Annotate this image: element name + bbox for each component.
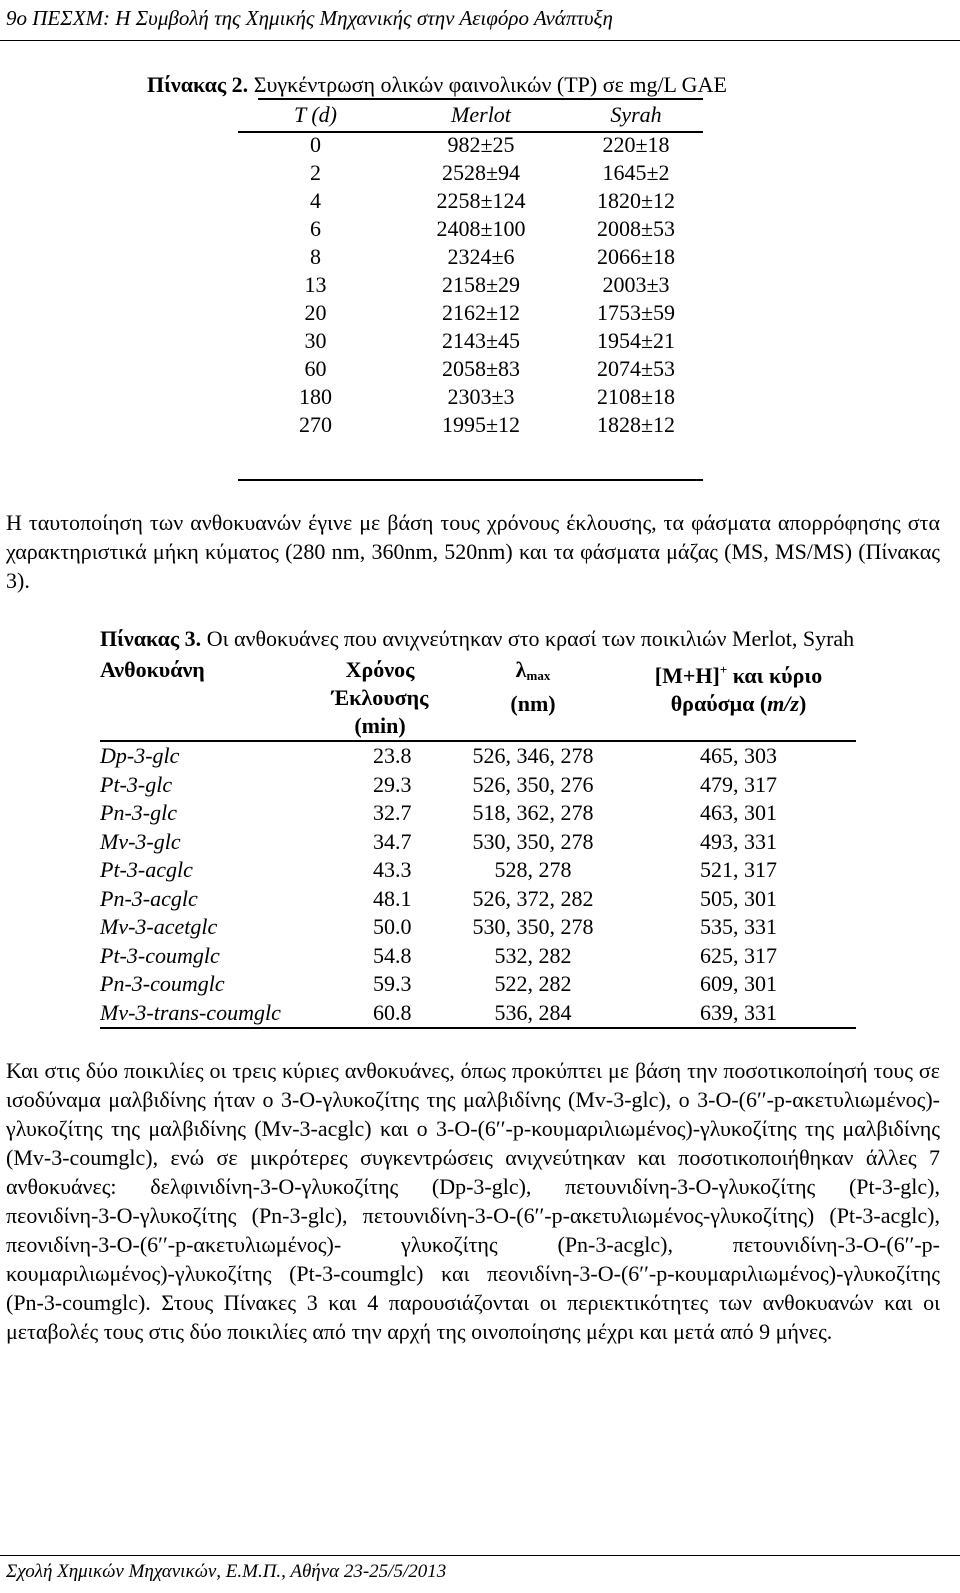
table3-row xyxy=(100,741,856,771)
table3-cell-anthocyanin: Pt-3-coumglc xyxy=(100,942,220,968)
table3-header-rt-line1: Χρόνος xyxy=(345,657,415,682)
table3-cell-mass: 479, 317 xyxy=(700,771,777,797)
table2-cell-time: 4 xyxy=(310,188,321,213)
table3-header-mz: m/z xyxy=(767,691,799,716)
table2-row xyxy=(238,411,703,439)
table3-cell-lambda: 522, 282 xyxy=(494,971,572,997)
table2-cell-syrah: 2108±18 xyxy=(596,384,676,409)
running-header: 9ο ΠΕΣΧΜ: Η Συμβολή της Χημικής Μηχανικής στην Αειφόρο Ανάπτυξη xyxy=(6,6,613,30)
table2-cell-merlot: 982±25 xyxy=(447,132,515,157)
table3-cell-anthocyanin: Pt-3-glc xyxy=(100,771,173,797)
table3-header-row xyxy=(100,656,856,741)
table2-cell-syrah: 2008±53 xyxy=(596,216,676,241)
table3-cell-anthocyanin: Mv-3-acetglc xyxy=(100,914,218,940)
table2-cell-syrah: 2074±53 xyxy=(596,356,676,381)
table3-header-mh-sup: + xyxy=(719,662,728,677)
table3-cell-anthocyanin: Dp-3-glc xyxy=(100,743,180,769)
table2-row xyxy=(238,243,703,271)
table3-label: Πίνακας 3. xyxy=(100,626,202,651)
table3-cell-anthocyanin: Pn-3-coumglc xyxy=(100,971,225,997)
table2-header-row xyxy=(238,99,703,131)
running-footer: Σχολή Χημικών Μηχανικών, Ε.Μ.Π., Αθήνα 23-25/5/2013 xyxy=(6,1561,447,1582)
table2-cell-syrah: 1753±59 xyxy=(596,300,676,325)
table3-header-lambda: λ xyxy=(515,657,527,682)
table3-header-fragment: θραύσμα ( xyxy=(670,691,768,716)
table3-row xyxy=(100,942,856,971)
table3-cell-anthocyanin: Pn-3-glc xyxy=(100,800,177,826)
table2-row xyxy=(238,187,703,215)
table2-cell-time: 13 xyxy=(304,272,327,297)
table3-header-mh: [M+H] xyxy=(654,663,720,688)
table3-header-rt-line3: (min) xyxy=(354,713,406,738)
table3-cell-retention-time: 29.3 xyxy=(373,771,412,797)
table2-cell-merlot: 2303±3 xyxy=(447,384,515,409)
table3-cell-mass: 609, 301 xyxy=(700,971,777,997)
table3-caption xyxy=(100,626,854,652)
table2-cell-syrah: 2003±3 xyxy=(602,272,670,297)
table3-header-rt-line2: Έκλουσης xyxy=(331,685,429,710)
table3-cell-lambda: 532, 282 xyxy=(494,942,572,968)
table2-cell-time: 20 xyxy=(304,300,327,325)
table2-cell-time: 60 xyxy=(304,356,327,381)
table2-cell-time: 270 xyxy=(299,412,332,437)
table3-header-fragment-close: ) xyxy=(798,691,807,716)
table2-row xyxy=(238,271,703,299)
table2-row xyxy=(238,383,703,411)
table3 xyxy=(100,656,856,1029)
table2-cell-time: 0 xyxy=(310,132,321,157)
table2-row xyxy=(238,159,703,187)
table2-row xyxy=(238,131,703,159)
table3-cell-lambda: 526, 346, 278 xyxy=(472,743,594,769)
table3-cell-lambda: 526, 372, 282 xyxy=(472,885,594,911)
table2-cell-merlot: 2408±100 xyxy=(436,216,526,241)
table2-row xyxy=(238,299,703,327)
table3-cell-mass: 639, 331 xyxy=(700,999,777,1025)
table3-header-lambda-sub: max xyxy=(526,668,551,683)
table3-cell-anthocyanin: Pt-3-acglc xyxy=(100,857,193,883)
table3-cell-mass: 505, 301 xyxy=(700,885,777,911)
table3-cell-lambda: 536, 284 xyxy=(494,999,572,1025)
table3-header-mass-rest: και κύριο xyxy=(727,663,823,688)
table3-header-anthocyanin: Ανθοκυάνη xyxy=(100,657,205,682)
table2-cell-time: 30 xyxy=(304,328,327,353)
table3-cell-anthocyanin: Pn-3-acglc xyxy=(100,885,198,911)
table3-cell-retention-time: 60.8 xyxy=(373,999,412,1025)
table2-cell-syrah: 1954±21 xyxy=(596,328,676,353)
table3-row xyxy=(100,999,856,1029)
table3-cell-retention-time: 59.3 xyxy=(373,971,412,997)
table2-label: Πίνακας 2. xyxy=(147,72,249,97)
table3-cell-mass: 465, 303 xyxy=(700,743,777,769)
table2-header-time: T (d) xyxy=(294,102,337,127)
table2-cell-syrah: 1645±2 xyxy=(602,160,670,185)
table2-cell-time: 2 xyxy=(310,160,321,185)
table2-cell-merlot: 2058±83 xyxy=(441,356,521,381)
table3-row xyxy=(100,970,856,999)
paragraph-discussion: Και στις δύο ποικιλίες οι τρεις κύριες ανθοκυάνες, όπως προκύπτει με βάση την ποσοτικοποίησή τους σε ισοδύναμα μαλβιδίνης ήταν ο 3-O-γλυκοζίτης της μαλβιδίνης (Mv-3-glc), ο 3-O-(6′′-p-ακετυλιωμένος)-γλυκοζίτης της μαλβιδίνης (Mv-3-acglc) και ο 3-O-(6′′-p-κουμαριλιωμένος)-γλυκοζίτης της μαλβιδίνης (Mv-3-coumglc), ενώ σε μικρότερες συγκεντρώσεις ανιχνεύτηκαν και ποσοτικοποιήθηκαν άλλες 7 ανθοκυάνες: δελφινιδίνη-3-O-γλυκοζίτης (Dp-3-glc), πετουνιδίνη-3-O-γλυκοζίτης (Pt-3-glc), πεονιδίνη-3-O-γλυκοζίτης (Pn-3-glc), πετουνιδίνη-3-O-(6′′-p-ακετυλιωμένος-γλυκοζίτης) (Pt-3-acglc), πεονιδίνη-3-O-(6′′-p-ακετυλιωμένος)- γλυκοζίτης (Pn-3-acglc), πετουνιδίνη-3-O-(6′′-p-κουμαριλιωμένος)-γλυκοζίτης (Pt-3-coumglc) και πεονιδίνη-3-O-(6′′-p-κουμαριλιωμένος)-γλυκοζίτης (Pn-3-coumglc). Στους Πίνακες 3 και 4 παρουσιάζονται οι περιεκτικότητες των ανθοκυανών και οι μεταβολές τους στις δύο ποικιλίες από την αρχή της οινοποίησης μέχρι και μετά από 9 μήνες. xyxy=(6,1058,940,1344)
table2-cell-syrah: 1820±12 xyxy=(596,188,676,213)
table3-cell-mass: 493, 331 xyxy=(700,828,777,854)
table2-cell-time: 6 xyxy=(310,216,321,241)
table2-cell-time: 180 xyxy=(299,384,332,409)
table3-cell-retention-time: 54.8 xyxy=(373,942,412,968)
table3-cell-mass: 463, 301 xyxy=(700,800,777,826)
table2-cell-merlot: 2143±45 xyxy=(441,328,521,353)
table3-cell-retention-time: 23.8 xyxy=(373,743,412,769)
table3-cell-retention-time: 43.3 xyxy=(373,857,412,883)
table2-cell-syrah: 1828±12 xyxy=(596,412,676,437)
table3-cell-anthocyanin: Mv-3-glc xyxy=(100,828,181,854)
table3-header-lambda-max xyxy=(445,656,621,741)
table3-row xyxy=(100,913,856,942)
table3-header-lambda-unit: (nm) xyxy=(510,691,556,716)
table2-row xyxy=(238,355,703,383)
table3-row xyxy=(100,771,856,800)
table3-cell-retention-time: 32.7 xyxy=(373,800,412,826)
table2-cell-merlot: 2162±12 xyxy=(441,300,521,325)
table3-cell-mass: 521, 317 xyxy=(700,857,777,883)
table3-cell-retention-time: 48.1 xyxy=(373,885,412,911)
table3-cell-anthocyanin: Mv-3-trans-coumglc xyxy=(100,999,281,1025)
header-rule xyxy=(0,40,960,41)
table2-cell-merlot: 2528±94 xyxy=(441,160,521,185)
table3-cell-retention-time: 50.0 xyxy=(373,914,412,940)
table2-cell-merlot: 2258±124 xyxy=(436,188,526,213)
table2-row xyxy=(238,327,703,355)
table3-row xyxy=(100,885,856,914)
table3-header-mass xyxy=(621,656,856,741)
table2-cell-merlot: 2324±6 xyxy=(447,244,515,269)
table2-header-syrah: Syrah xyxy=(610,102,662,127)
table2 xyxy=(238,99,703,439)
table2-cell-syrah: 220±18 xyxy=(602,132,670,157)
table2-cell-time: 8 xyxy=(310,244,321,269)
table3-cell-mass: 625, 317 xyxy=(700,942,777,968)
table2-header-merlot: Merlot xyxy=(451,102,511,127)
table3-cell-lambda: 528, 278 xyxy=(494,857,572,883)
table2-bottom-rule xyxy=(238,479,703,481)
table2-row xyxy=(238,215,703,243)
table3-row xyxy=(100,856,856,885)
table3-cell-lambda: 530, 350, 278 xyxy=(472,828,594,854)
paragraph-identification: Η ταυτοποίηση των ανθοκυανών έγινε με βάση τους χρόνους έκλουσης, τα φάσματα απορρόφησης στα χαρακτηριστικά μήκη κύματος (280 nm, 360nm, 520nm) και τα φάσματα μάζας (MS, MS/MS) (Πίνακας 3). xyxy=(6,510,940,593)
table2-caption-text: Συγκέντρωση ολικών φαινολικών (TP) σε mg/L GAE xyxy=(248,72,727,97)
footer-rule xyxy=(0,1555,960,1556)
table3-cell-lambda: 530, 350, 278 xyxy=(472,914,594,940)
table2-cell-merlot: 1995±12 xyxy=(441,412,521,437)
table3-caption-text: Οι ανθοκυάνες που ανιχνεύτηκαν στο κρασί των ποικιλιών Merlot, Syrah xyxy=(201,626,855,651)
table2-cell-syrah: 2066±18 xyxy=(596,244,676,269)
table3-cell-lambda: 526, 350, 276 xyxy=(472,771,594,797)
table2-header-rule xyxy=(238,131,703,133)
table3-row xyxy=(100,828,856,857)
table2-cell-merlot: 2158±29 xyxy=(441,272,521,297)
table3-cell-lambda: 518, 362, 278 xyxy=(472,800,594,826)
table3-header-retention-time xyxy=(315,656,445,741)
table3-row xyxy=(100,799,856,828)
table2-caption xyxy=(147,72,727,98)
table3-cell-mass: 535, 331 xyxy=(700,914,777,940)
table3-cell-retention-time: 34.7 xyxy=(373,828,412,854)
